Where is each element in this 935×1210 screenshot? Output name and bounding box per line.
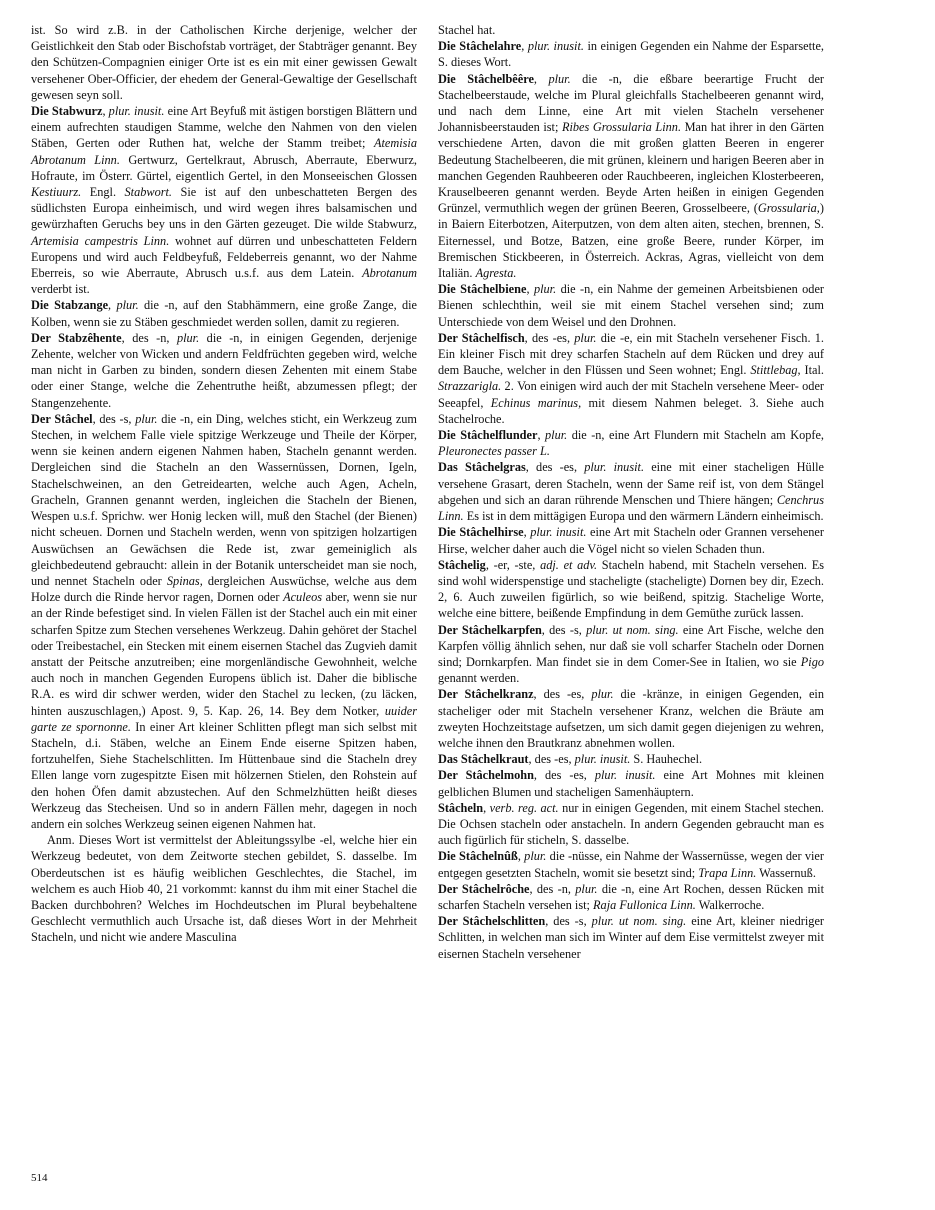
entry-text: genannt werden. bbox=[438, 671, 520, 686]
entry-text: nur in einigen Gegenden, mit einem Stachel stechen. Die Ochsen stacheln oder anstacheln. In andern Gegenden gebraucht man es auch figürlich für sticheln, S. dasselbe. bbox=[438, 800, 824, 848]
entry-text: die -n, die eßbare beerartige Frucht der Stachelbeerstaude, welche im Plural gleichfalls Stachelbeeren genannt wird, und nach dem Linne, eine Art mit vielen Stacheln versehener Johannisbeerstauden ist; bbox=[438, 71, 825, 135]
headword: Die Stâchelflunder bbox=[438, 428, 538, 443]
headword: Das Stâchelkraut bbox=[438, 752, 529, 767]
entry-text: eine Art mit Stacheln oder Grannen versehener Hirse, welcher daher auch die Vögel nicht so vielen Schaden thun. bbox=[438, 525, 824, 556]
headword: Der Stâchelschlitten bbox=[438, 914, 546, 929]
dictionary-entry bbox=[438, 767, 824, 799]
entry-text: , bbox=[533, 71, 549, 86]
dictionary-entry bbox=[438, 800, 824, 849]
entry-text: Gertwurz, Gertelkraut, Abrusch, Aberraute, Eberwurz, Hofraute, im Österr. Gürtel, eigentlich Gertel, in den Monseeischen Glossen bbox=[31, 152, 417, 183]
italic-term: Grossularia, bbox=[757, 201, 820, 216]
entry-text: die -n, eine Art Flundern mit Stacheln am Kopfe, bbox=[567, 428, 824, 443]
dictionary-entry bbox=[438, 557, 824, 622]
entry-text: die -nüsse, ein Nahme der Wassernüsse, wegen der vier entgegen gesetzten Stacheln, womit sie besetzt sind; bbox=[438, 849, 824, 880]
entry-text: , des -n, bbox=[529, 881, 576, 896]
headword: Das Stâchelgras bbox=[438, 460, 526, 475]
entry-text: die -n, auf den Stabhämmern, eine große Zange, die Kolben, wenn sie zu Stäben geschmiedet werden sollen, damit zu regieren. bbox=[31, 298, 417, 329]
entry-text: die -kränze, in einigen Gegenden, ein stacheliger oder mit Stacheln versehener Kranz, welchen die Bräute am zweyten Hochzeitstage aufsetzen, um sich damit gegen diejenigen zu wehren, welche ihnen den Brautkranz abnehmen wollen. bbox=[438, 687, 824, 750]
entry-text: , des -s, bbox=[541, 622, 587, 637]
entry-text: , bbox=[521, 39, 528, 54]
headword: Die Stâchelnûß bbox=[438, 849, 518, 864]
entry-text: die -n, eine Art Rochen, dessen Rücken mit scharfen Stacheln versehen ist; bbox=[438, 881, 824, 912]
entry-text: die -n, in einigen Gegenden, derjenige Zehente, welcher von Wicken und andern Feldfrüchten gegeben wird, welche man nicht in Garben zu binden, sondern diesen Zehenten mit einem Stabe oder einer Stange, welche die Zehentruthe heißt, abzumessen pflegt; der Stangenzehente. bbox=[31, 330, 418, 410]
italic-term: Pleuronectes passer L. bbox=[438, 444, 550, 459]
italic-term: plur. bbox=[574, 330, 597, 345]
italic-term: plur. bbox=[135, 411, 158, 426]
italic-term: Kestiuurz. bbox=[31, 185, 82, 200]
headword: Die Stâchelbiene bbox=[438, 282, 527, 297]
entry-text: Stacheln habend, mit Stacheln versehen. Es sind wohl widerspenstige und stacheligte (stacheligte) Dornen bey dir, Ezech. 2, 6. Auch zuweilen figürlich, so wie beißend, spitzig. Stachelige Worte, welche eine bittere, beißende Empfindung in dem Gemüthe zurück lassen. bbox=[438, 557, 825, 621]
italic-term: adj. et adv. bbox=[540, 557, 598, 572]
dictionary-entry bbox=[438, 22, 824, 38]
entry-text: S. Hauhechel. bbox=[630, 752, 703, 767]
italic-term: Spinas, bbox=[166, 573, 203, 588]
left-column bbox=[31, 22, 417, 946]
entry-text: , bbox=[517, 849, 525, 864]
entry-text: verderbt ist. bbox=[31, 282, 90, 297]
italic-term: Echinus marinus, bbox=[490, 395, 582, 410]
italic-term: Ribes Grossularia Linn. bbox=[561, 120, 682, 135]
entry-text: , des -es, bbox=[525, 460, 585, 475]
headword: Der Stabzêhente bbox=[31, 330, 122, 345]
dictionary-entry bbox=[438, 686, 824, 751]
entry-text: , des -es, bbox=[524, 330, 575, 345]
entry-text: eine mit einer stacheligen Hülle versehene Grasart, deren Stacheln, wenn der Same reif ist, von dem Stängel abgehen und sich an daran rührende Menschen und Thiere hängen; bbox=[438, 460, 824, 507]
entry-text: , -er, -ste, bbox=[485, 557, 541, 572]
italic-term: Stittlebag, bbox=[750, 363, 801, 378]
dictionary-entry bbox=[438, 427, 824, 459]
italic-term: Pigo bbox=[800, 654, 824, 669]
dictionary-entry bbox=[438, 281, 824, 330]
italic-term: plur. inusit. bbox=[527, 39, 584, 54]
dictionary-entry bbox=[31, 103, 417, 297]
dictionary-entry bbox=[438, 751, 824, 767]
dictionary-entry bbox=[31, 297, 417, 329]
italic-term: plur. bbox=[575, 881, 598, 896]
italic-term: plur. bbox=[176, 330, 200, 345]
headword: Der Stâchelmohn bbox=[438, 768, 534, 783]
entry-text: Sie ist auf den unbeschatteten Bergen des südlichsten Europa einheimisch, und wird wegen ihres balsamischen und gewürzhaften Geruchs bey uns in den Gärten gezeuget. Die wilde Stabwurz, bbox=[31, 185, 417, 232]
italic-term: plur. inusit. bbox=[108, 104, 165, 119]
italic-term: Abrotanum bbox=[362, 266, 417, 281]
headword: Der Stâchel bbox=[31, 411, 93, 426]
dictionary-entry bbox=[438, 913, 824, 962]
entry-text: eine Art Mohnes mit kleinen gelblichen Blumen und stacheligen Samenhäuptern. bbox=[438, 768, 824, 799]
entry-text: , des -es, bbox=[533, 768, 595, 783]
entry-text: , bbox=[483, 800, 490, 815]
italic-term: plur. bbox=[533, 282, 557, 297]
entry-text: In einer Art kleiner Schlitten pflegt man sich selbst mit Stacheln, d.i. Stäben, welche an Einem Ende eiserne Spitzen haben, fortzuhelfen, Siehe Stachelschlitten. Im Hüttenbaue sind die Stacheln drey Ellen lange vorn zugespitzte Eisen mit hölzernen Stielen, den Rohstein auf den hohen Öfen damit abzustechen. Auf den Schmelzhütten heißt dieses Werkzeug das Stecheisen. Und so in andern Fällen mehr, dagegen in noch andern ein solches Werkzeug seinen eigenen Nahmen hat. bbox=[31, 719, 417, 831]
headword: Der Stâchelkranz bbox=[438, 687, 534, 702]
entry-text: dergleichen Auswüchse, welche aus dem Holze durch die Rinde hervor ragen, Dornen oder bbox=[31, 573, 417, 605]
entry-text: wohnet auf dürren und unbeschatteten Feldern Europens und wird auch Feldbeyfuß, Feldeberreis genannt, wo der Nahme Eberreis, so wie Aberraute, Abrusch u.s.f. aus dem Latein. bbox=[31, 233, 417, 281]
entry-text: , bbox=[537, 428, 545, 443]
italic-term: Raja Fullonica Linn. bbox=[593, 897, 696, 912]
headword: Die Stâchelahre bbox=[438, 39, 522, 54]
headword: Die Stâchelhirse bbox=[438, 525, 524, 540]
entry-text: , des -es, bbox=[533, 687, 592, 702]
entry-text: Wassernuß. bbox=[756, 865, 816, 880]
entry-text: die -e, ein mit Stacheln versehener Fisch. 1. Ein kleiner Fisch mit drey scharfen Stacheln auf dem Rücken und drey auf dem Bauche, welcher in den Flüssen und Seen wohnet; Engl. bbox=[438, 330, 824, 378]
entry-text: Engl. bbox=[81, 185, 125, 200]
headword: Stâcheln bbox=[438, 800, 484, 815]
headword: Stâchelig bbox=[438, 557, 486, 572]
page-number: 514 bbox=[31, 1172, 48, 1184]
entry-text: , bbox=[108, 298, 117, 313]
italic-term: plur. bbox=[545, 428, 568, 443]
dictionary-entry bbox=[31, 411, 417, 832]
entry-text: in einigen Gegenden ein Nahme der Esparsette, S. dieses Wort. bbox=[438, 39, 825, 70]
entry-text: , bbox=[526, 282, 534, 297]
entry-text: , des -n, bbox=[121, 330, 177, 345]
italic-term: verb. reg. act. bbox=[489, 800, 559, 815]
headword: Der Stâchelfisch bbox=[438, 330, 525, 345]
entry-text: , des -es, bbox=[528, 752, 575, 767]
italic-term: plur. bbox=[591, 687, 614, 702]
entry-text: aber, wenn sie nur an der Rinde befestiget sind. In vielen Fällen ist der Stachel auch ein mit einer scharfen Spitze zum Stechen versehenes Werkzeug. Dahin gehöret der Stachel oder Treibestachel, ein Stecken mit einem eisernen Stachel das Zugvieh damit anstatt der Peitsche anzutreiben; eine morgenländische Gewohnheit, welche auch noch in manchen Gegenden Europens üblich ist. Daher die biblische R.A. es wird dir schwer werden, wider den Stachel zu lecken, (zu läcken, hinten auszuschlagen,) Apost. 9, 5. Kap. 26, 14. Bey dem Notker, bbox=[31, 590, 417, 718]
italic-term: plur. bbox=[116, 298, 139, 313]
entry-text: die -n, ein Ding, welches sticht, ein Werkzeug zum Stechen, in welchem Falle viele spitzige Werkzeuge und Theile der Körper, wenn sie keinen andern eigenen Nahmen haben, Stacheln genannt werden. Dergleichen sind die Stacheln an den Wassernüssen, Dornen, Igeln, Stachelschweinen, an den Getreidearten, welche auch Agen, Acheln, Gracheln, Grannen genannt werden, ingleichen die Stacheln der Bienen, Wespen u.s.f. Sprichw. wer Honig lecken will, muß den Stachel (der Bienen) nicht scheuen. Dornen und Stacheln werden, wenn von spitzigen holzartigen Auswüchsen an Gewächsen die Rede ist, zwar gemeiniglich als gleichbedeutend gebraucht: allein in der Botanik unterscheidet man sie noch, und nennet Stacheln oder bbox=[31, 411, 417, 588]
headword: Die Stabzange bbox=[31, 298, 109, 313]
entry-text: Man hat ihrer in den Gärten verschiedene Arten, davon die mit großen glatten Beeren in engerer Bedeutung Stachelbeeren, die mit grünen, kleinern und harigen Beeren aber in manchen Gegenden Rauhbeeren oder Rauchbeeren, ingleichen Klosterbeeren, Krauselbeeren genannt werden. Beyde Arten heißen in einigen Gegenden Grünzel, vermuthlich wegen der grünen Beeren, Grosselbeere, ( bbox=[438, 120, 824, 216]
entry-text: Stachel hat. bbox=[438, 23, 496, 37]
dictionary-entry bbox=[438, 848, 824, 880]
entry-text: mit diesem Nahmen beleget. 3. Siehe auch Stachelroche. bbox=[438, 395, 824, 426]
headword: Der Stâchelkarpfen bbox=[438, 622, 542, 637]
entry-text: Es ist in dem mittägigen Europa und den wärmern Ländern einheimisch. bbox=[463, 509, 824, 524]
italic-term: plur. inusit. bbox=[584, 460, 645, 475]
dictionary-entry bbox=[438, 622, 824, 687]
italic-term: Atemisia Abrotanum Linn. bbox=[31, 136, 417, 167]
entry-text: ist. So wird z.B. in der Catholischen Kirche derjenige, welcher der Geistlichkeit den Stab oder Bischofstab vorträget, der Stabträger genannt. Bey den Schützen-Compagnien einiger Orte ist es ein mit einer gewissen Gewalt versehener Ober-Officier, der ehedem der General-Gewaltige der Gesellschaft gewesen seyn soll. bbox=[31, 23, 417, 102]
entry-text: , bbox=[102, 104, 109, 119]
right-column bbox=[438, 22, 824, 962]
entry-text: ) in Baiern Eiterbotzen, Aiterputzen, von dem alten aiten, stechen, brennen, S. Eiternessel, und Botze, Batzen, eine große Beere, runder Körper, im Bremischen Stickbeeren, in Österreich. Ackras, Agras, vielleicht von dem Italiän. bbox=[438, 201, 824, 281]
dictionary-entry bbox=[31, 832, 417, 945]
headword: Der Stâchelrôche bbox=[438, 881, 530, 896]
italic-term: plur. ut nom. sing. bbox=[586, 622, 679, 637]
entry-text: Ital. bbox=[800, 363, 824, 378]
italic-term: Cenchrus Linn. bbox=[438, 492, 824, 524]
italic-term: plur. inusit. bbox=[530, 525, 587, 540]
italic-term: uuider garte ze spornonne. bbox=[31, 703, 417, 734]
headword: Die Stabwurz bbox=[31, 104, 103, 119]
entry-text: , des -s, bbox=[92, 411, 136, 426]
dictionary-entry bbox=[438, 459, 824, 524]
italic-term: Aculeos bbox=[283, 590, 323, 605]
italic-term: Artemisia campestris Linn. bbox=[31, 233, 170, 248]
italic-term: plur. bbox=[524, 849, 547, 864]
italic-term: plur. inusit. bbox=[574, 752, 631, 767]
entry-text: , bbox=[523, 525, 531, 540]
italic-term: Stabwort. bbox=[124, 185, 173, 200]
entry-text: 2. Von einigen wird auch der mit Stacheln versehene Meer- oder Seeapfel, bbox=[438, 379, 824, 410]
entry-text: Anm. Dieses Wort ist vermittelst der Ableitungssylbe -el, welche hier ein Werkzeug bedeutet, von dem Zeitworte stechen gebildet, S. dasselbe. Im Oberdeutschen ist es häufig weiblichen Geschlechtes, die Stachel, im welchem es auch Hiob 40, 21 vorkommt: kannst du ihm mit einer Stachel die Backen durchbohren? Welches im Hochdeutschen im Plural beybehaltene Geschlecht vermuthlich auch Ursache ist, daß dieses Wort in der Mehrheit Stacheln, und nicht wie andere Masculina bbox=[31, 833, 417, 945]
entry-text: , des -s, bbox=[545, 914, 592, 929]
dictionary-entry bbox=[438, 71, 824, 282]
dictionary-entry bbox=[438, 330, 824, 427]
dictionary-entry bbox=[438, 524, 824, 556]
entry-text: eine Art Beyfuß mit ästigen borstigen Blättern und einem aufrechten staudigen Stamme, welche den Nahmen von den vielen Stäben, Gerten oder Ruthen hat, welche der Stamm treibet; bbox=[31, 104, 417, 151]
dictionary-entry bbox=[438, 38, 824, 70]
dictionary-entry bbox=[438, 881, 824, 913]
entry-text: Walkerroche. bbox=[695, 897, 765, 912]
entry-text: eine Art, kleiner niedriger Schlitten, in welchen man sich im Winter auf dem Eise vermittelst zweyer mit eisernen Stacheln versehener bbox=[438, 914, 825, 961]
italic-term: plur. bbox=[548, 71, 571, 86]
italic-term: Agresta. bbox=[475, 266, 517, 281]
italic-term: Strazzariglа. bbox=[438, 379, 502, 394]
dictionary-entry bbox=[31, 22, 417, 103]
entry-text: die -n, ein Nahme der gemeinen Arbeitsbienen oder Bienen schlechthin, weil sie mit einem Stachel versehen sind; zum Unterschiede von dem Weisel und den Drohnen. bbox=[438, 282, 824, 329]
italic-term: plur. ut nom. sing. bbox=[591, 914, 687, 929]
headword: Die Stâchelbêêre bbox=[438, 71, 534, 86]
italic-term: Trapa Linn. bbox=[698, 865, 757, 880]
dictionary-entry bbox=[31, 330, 417, 411]
italic-term: plur. inusit. bbox=[594, 768, 656, 783]
entry-text: eine Art Fische, welche den Karpfen völlig ähnlich sehen, nur daß sie voll scharfer Stacheln oder Dornen sind; Dornkarpfen. Man findet sie in dem Comer-See in Italien, wo sie bbox=[438, 622, 824, 669]
